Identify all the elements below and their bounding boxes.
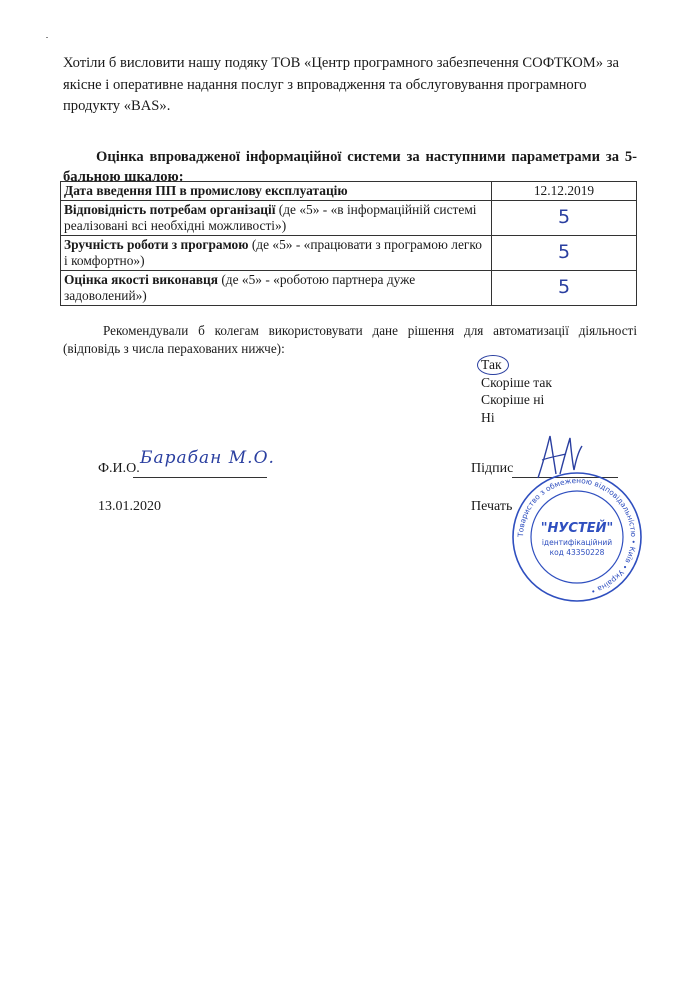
document-date: 13.01.2020 <box>98 499 161 514</box>
table-row <box>61 271 637 306</box>
selection-circle <box>477 355 509 375</box>
answer-options <box>481 356 552 426</box>
handwritten-score: 5 <box>557 276 571 298</box>
option-rather-yes[interactable]: Скоріше так <box>481 374 552 390</box>
table-cell-value <box>492 271 637 306</box>
fio-underline <box>133 477 267 478</box>
evaluation-heading: Оцінка впровадженої інформаційної системи за наступними параметрами за 5-бальною шкалою: <box>63 149 637 185</box>
fio-label: Ф.И.О. <box>98 461 140 476</box>
table-cell-label: Зручність роботи з програмою (де «5» - «працювати з програмою легко і комфортно») <box>61 236 492 271</box>
table-cell-value: 12.12.2019 <box>492 182 637 201</box>
option-rather-no[interactable]: Скоріше ні <box>481 392 545 407</box>
signature-label: Підпис <box>471 461 514 476</box>
table-cell-label: Оцінка якості виконавця (де «5» - «роботою партнера дуже задоволений») <box>61 271 492 306</box>
recommendation-text: Рекомендували б колегам використовувати дане рішення для автоматизації діяльності (відповідь з числа перахованих нижче): <box>63 323 637 356</box>
stamp-ring-text: Товариство з обмеженою відповідальністю • Київ • Україна • <box>515 475 639 597</box>
stamp-company-name: "НУСТЕЙ" <box>540 521 614 536</box>
company-stamp <box>510 470 644 604</box>
intro-paragraph: Хотіли б висловити нашу подяку ТОВ «Центр програмного забезпечення СОФТКОМ» за якісне і оперативне надання послуг з впровадження та обслуговування програмного продукту «BAS». <box>63 55 619 114</box>
stamp-label: Печать <box>471 499 513 514</box>
option-yes[interactable]: Так <box>481 356 552 374</box>
option-no[interactable]: Ні <box>481 409 495 425</box>
table-cell-value <box>492 236 637 271</box>
handwritten-score: 5 <box>557 206 571 228</box>
stamp-id-code: код 43350228 <box>549 548 605 557</box>
fio-handwritten: Барабан М.О. <box>140 448 275 468</box>
table-cell-label: Відповідність потребам організації (де «5» - «в інформаційній системі реалізовані всі необхідні можливості») <box>61 201 492 236</box>
stamp-id-label: ідентифікаційний <box>541 538 613 547</box>
table-row <box>61 236 637 271</box>
table-row <box>61 182 637 201</box>
evaluation-table <box>60 181 637 306</box>
table-row <box>61 201 637 236</box>
scan-speck <box>46 37 48 38</box>
table-cell-label: Дата введення ПП в промислову експлуатацію <box>61 182 492 201</box>
table-cell-value <box>492 201 637 236</box>
handwritten-score: 5 <box>557 241 571 263</box>
